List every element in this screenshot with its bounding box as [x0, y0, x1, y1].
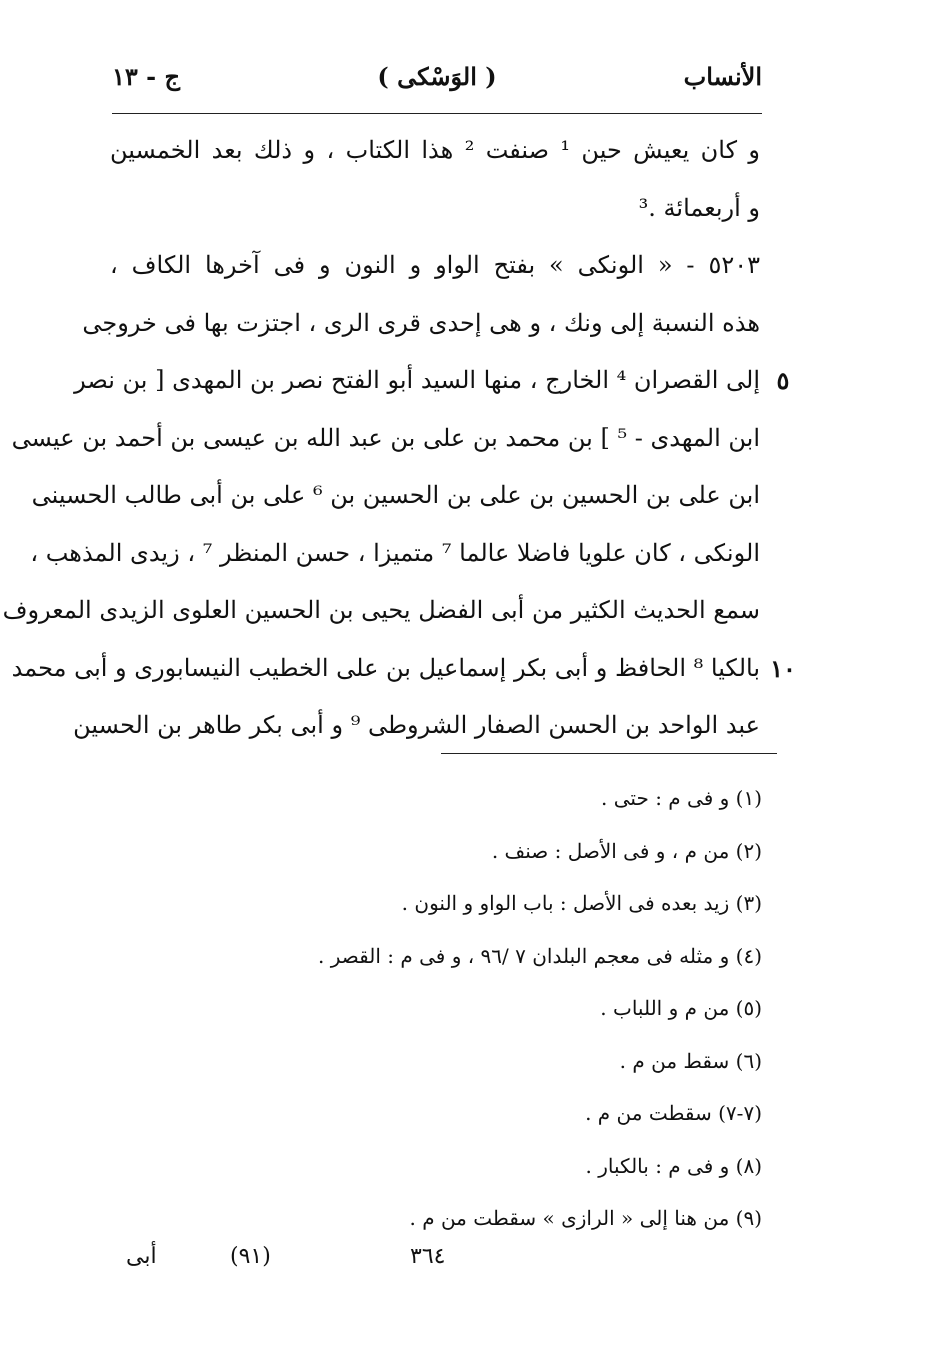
text-line — [31, 467, 800, 525]
footnote: (٧-٧) سقطت من م . — [585, 1101, 762, 1125]
main-text — [2, 122, 800, 755]
text-line — [100, 180, 800, 238]
page-number: ٣٦٤ — [410, 1244, 446, 1269]
text-line — [74, 352, 800, 410]
footnote-rule — [441, 753, 777, 754]
header-rule — [112, 113, 762, 114]
line-text: هذه النسبة إلى ونك ، و هى إحدى قرى الرى ، اجتزت بها فى خروجى — [82, 308, 760, 337]
line-text: عبد الواحد بن الحسن الصفار الشروطى ⁹ و أبى بكر طاهر بن الحسين — [73, 711, 760, 739]
catchword: أبى — [126, 1244, 157, 1269]
text-line — [82, 295, 800, 353]
text-line — [30, 525, 800, 583]
line-text: ابن على بن الحسين بن على بن الحسين بن ⁶ على بن أبى طالب الحسينى — [31, 481, 760, 509]
text-line — [11, 640, 800, 698]
page-footer — [112, 1238, 446, 1278]
text-line — [2, 582, 800, 640]
text-line — [11, 410, 800, 468]
footnotes — [200, 772, 762, 1245]
line-text: و أربعمائة .³ — [638, 193, 760, 222]
footnote: (٨) و فى م : بالكبار . — [585, 1153, 762, 1178]
line-text: و كان يعيش حين ¹ صنفت ² هذا الكتاب ، و ذلك بعد الخمسين — [110, 136, 760, 164]
text-line — [100, 237, 800, 295]
text-line — [100, 122, 800, 180]
footnote: (٣) زيد بعده فى الأصل : باب الواو و النون . — [401, 891, 762, 915]
header-volume: ج - ١٣ — [112, 62, 180, 91]
line-text: سمع الحديث الكثير من أبى الفضل يحيى بن الحسين العلوى الزيدى المعروف — [2, 596, 760, 624]
footnote: (٩) من هنا إلى « الرازى » سقطت من م . — [409, 1206, 762, 1230]
footnote: (٦) سقط من م . — [619, 1048, 762, 1073]
line-number: ١٠ — [770, 653, 796, 683]
line-text: بالكيا ⁸ الحافظ و أبى بكر إسماعيل بن على الخطيب النيسابورى و أبى محمد — [11, 653, 760, 682]
line-text: الونكى ، كان علويا فاضلا عالما ⁷ متميزا ، حسن المنظر ⁷ ، زيدى المذهب ، — [30, 538, 760, 567]
line-text: ٥٢٠٣ - « الونكى » بفتح الواو و النون و فى آخرها الكاف ، — [110, 251, 760, 279]
footnote: (٤) و مثله فى معجم البلدان ٧ /٩٦ ، و فى م : القصر . — [318, 943, 762, 968]
footnote: (٢) من م ، و فى الأصل : صنف . — [491, 838, 762, 863]
line-text: إلى القصران ⁴ الخارج ، منها السيد أبو الفتح نصر بن المهدى [ بن نصر — [74, 366, 760, 394]
header-book-title: الأنساب — [683, 62, 762, 91]
header-section-title: ( الوَسْكى ) — [377, 62, 497, 91]
line-number: ٥ — [776, 366, 790, 395]
line-text: ابن المهدى - ⁵ ] بن محمد بن على بن عبد الله بن عيسى بن أحمد بن عيسى — [11, 423, 760, 452]
footnote: (٥) من م و اللباب . — [600, 996, 762, 1020]
footnote: (١) و فى م : حتى . — [601, 786, 762, 810]
text-line — [73, 697, 800, 755]
signature-mark: (٩١) — [230, 1244, 271, 1269]
running-header — [112, 56, 762, 96]
